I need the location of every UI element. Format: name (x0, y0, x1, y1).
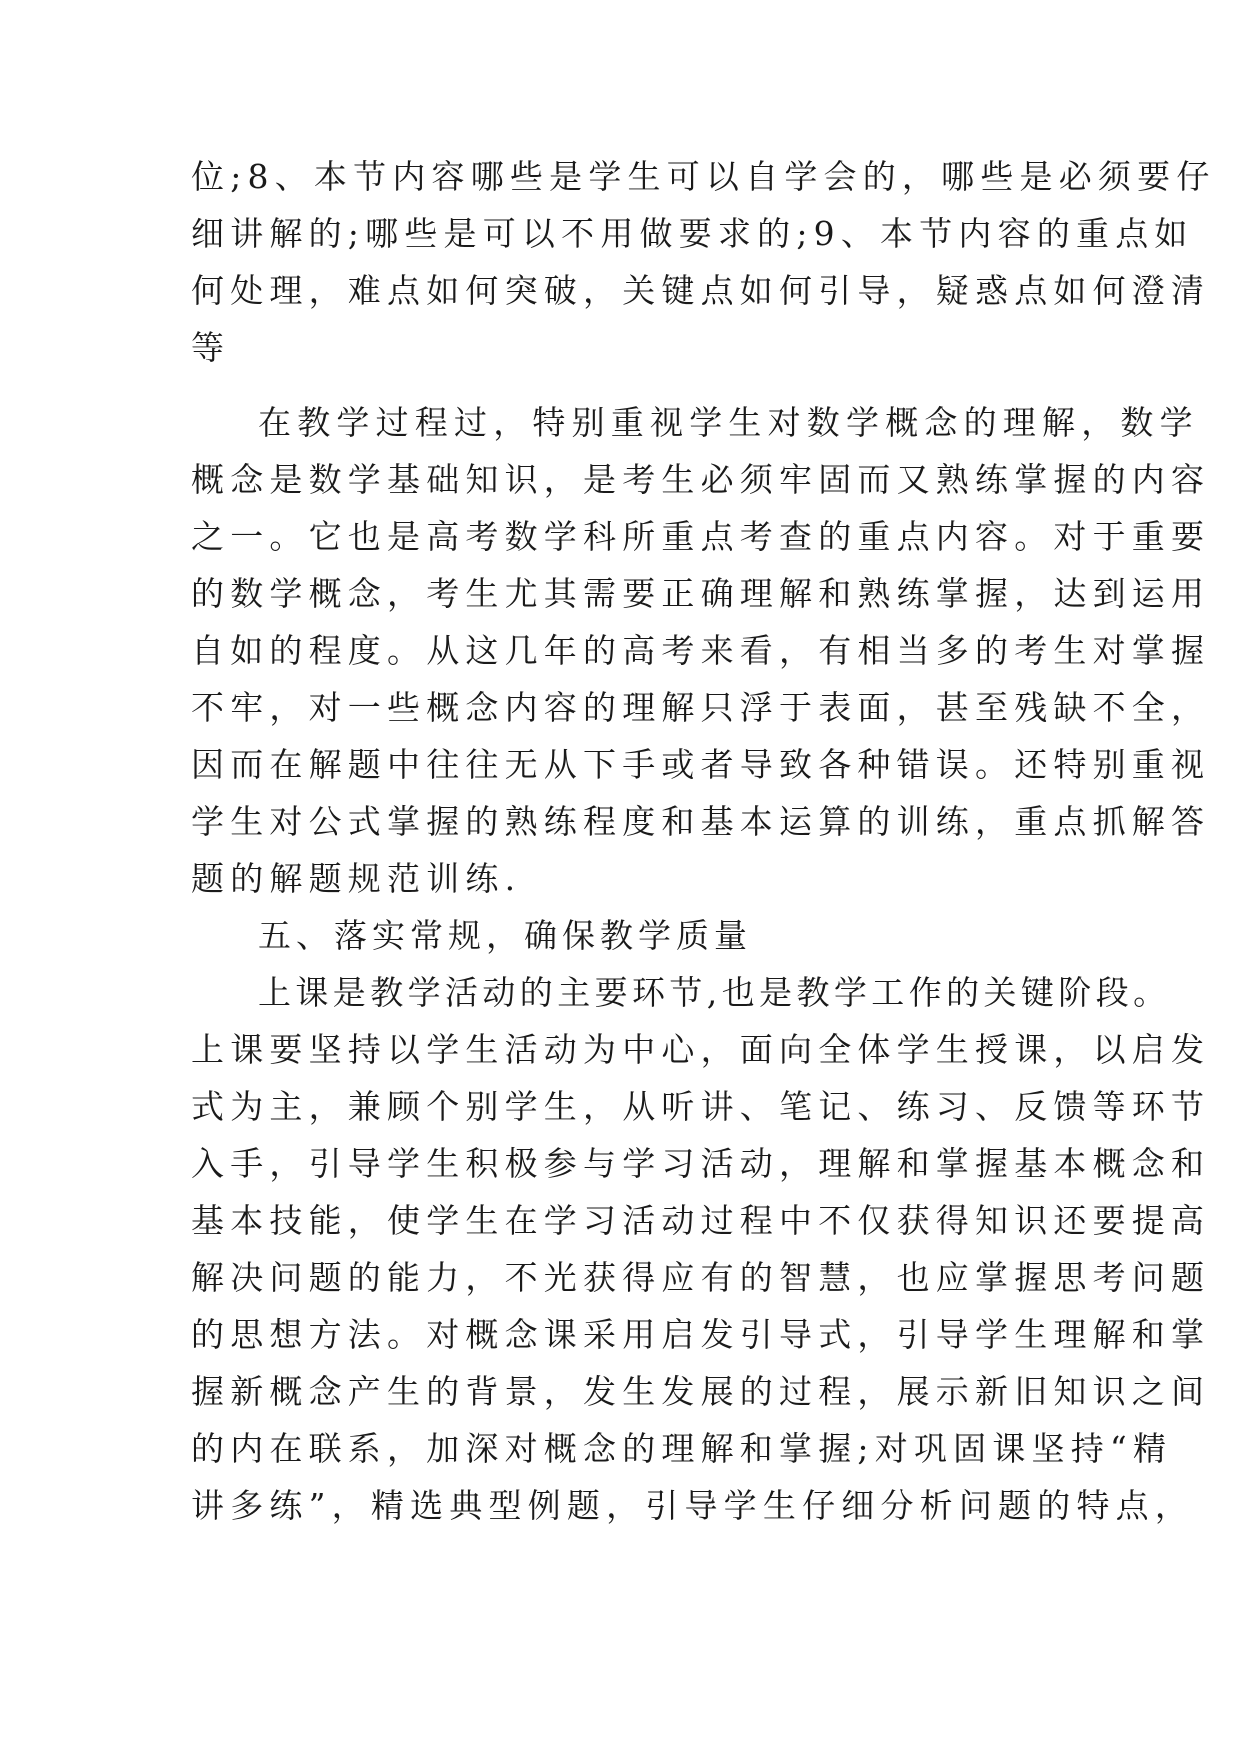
text-line: 自如的程度。从这几年的高考来看，有相当多的考生对掌握 (191, 631, 1211, 670)
text-line: 细讲解的;哪些是可以不用做要求的;9、本节内容的重点如 (191, 214, 1194, 253)
text-line: 不牢，对一些概念内容的理解只浮于表面，甚至残缺不全， (191, 688, 1211, 727)
text-line: 上课是教学活动的主要环节,也是教学工作的关键阶段。 (258, 973, 1171, 1012)
text-line: 握新概念产生的背景，发生发展的过程，展示新旧知识之间 (191, 1372, 1211, 1411)
text-line: 上课要坚持以学生活动为中心，面向全体学生授课，以启发 (191, 1030, 1211, 1069)
text-line: 学生对公式掌握的熟练程度和基本运算的训练，重点抓解答 (191, 802, 1211, 841)
text-line: 的数学概念，考生尤其需要正确理解和熟练掌握，达到运用 (191, 574, 1211, 613)
text-line: 题的解题规范训练. (191, 859, 522, 898)
text-line: 的思想方法。对概念课采用启发引导式，引导学生理解和掌 (191, 1315, 1211, 1354)
text-line: 讲多练”，精选典型例题，引导学生仔细分析问题的特点， (191, 1486, 1195, 1525)
text-line: 在教学过程过，特别重视学生对数学概念的理解，数学 (258, 403, 1199, 442)
text-line: 因而在解题中往往无从下手或者导致各种错误。还特别重视 (191, 745, 1211, 784)
text-line: 基本技能，使学生在学习活动过程中不仅获得知识还要提高 (191, 1201, 1211, 1240)
section-heading: 五、落实常规，确保教学质量 (258, 916, 752, 955)
text-line: 入手，引导学生积极参与学习活动，理解和掌握基本概念和 (191, 1144, 1211, 1183)
text-line: 式为主，兼顾个别学生，从听讲、笔记、练习、反馈等环节 (191, 1087, 1211, 1126)
text-line: 的内在联系，加深对概念的理解和掌握;对巩固课坚持“精 (191, 1429, 1173, 1468)
text-line: 概念是数学基础知识，是考生必须牢固而又熟练掌握的内容 (191, 460, 1211, 499)
text-line: 何处理，难点如何突破，关键点如何引导，疑惑点如何澄清 (191, 271, 1211, 310)
text-line: 之一。它也是高考数学科所重点考查的重点内容。对于重要 (191, 517, 1211, 556)
text-line: 等 (191, 328, 231, 367)
text-line: 位;8、本节内容哪些是学生可以自学会的，哪些是必须要仔 (191, 157, 1216, 196)
text-line: 解决问题的能力，不光获得应有的智慧，也应掌握思考问题 (191, 1258, 1211, 1297)
